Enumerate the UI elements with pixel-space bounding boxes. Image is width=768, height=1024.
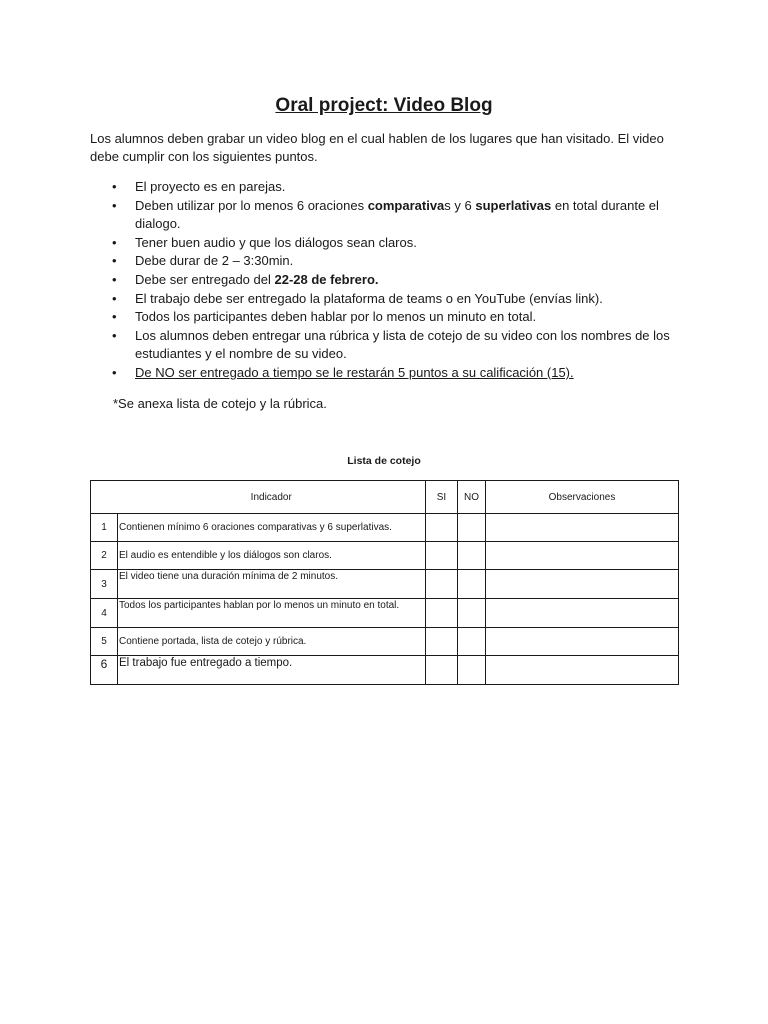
row-number: 6	[91, 656, 118, 685]
row-observaciones-cell[interactable]	[486, 628, 679, 656]
row-no-cell[interactable]	[458, 542, 486, 570]
text-run: El proyecto es en parejas.	[135, 179, 286, 194]
list-item	[90, 197, 690, 234]
row-indicator: Contiene portada, lista de cotejo y rúbrica.	[118, 628, 426, 656]
bold-text-run: superlativas	[475, 197, 552, 213]
checklist-header-row	[91, 481, 679, 514]
bullet-icon: •	[112, 290, 117, 306]
intro-paragraph: Los alumnos deben grabar un video blog en el cual hablen de los lugares que han visitado. El video debe cumplir con los siguientes puntos.	[90, 131, 664, 164]
text-run: Debe durar de 2 – 3:30min.	[135, 253, 294, 269]
bullet-icon: •	[112, 197, 117, 213]
row-si-cell[interactable]	[426, 514, 458, 542]
header-observaciones: Observaciones	[486, 481, 679, 514]
bullet-icon: •	[112, 327, 117, 343]
header-number-cell	[91, 481, 118, 514]
list-item-text	[135, 235, 417, 250]
row-indicator: Todos los participantes hablan por lo menos un minuto en total.	[118, 599, 426, 628]
checklist-table	[90, 480, 679, 685]
row-indicator: El audio es entendible y los diálogos son claros.	[118, 542, 426, 570]
annex-note: *Se anexa lista de cotejo y la rúbrica.	[113, 396, 327, 411]
bullet-icon: •	[112, 234, 117, 250]
text-run: Todos los participantes deben hablar por lo menos un minuto en total.	[135, 309, 537, 325]
row-indicator: Contienen mínimo 6 oraciones comparativas y 6 superlativas.	[118, 514, 426, 542]
requirements-list	[90, 178, 690, 383]
row-si-cell[interactable]	[426, 570, 458, 599]
list-item	[90, 290, 690, 309]
bold-text-run: 22-28 de febrero.	[274, 271, 379, 287]
row-no-cell[interactable]	[458, 599, 486, 628]
list-item-text	[135, 291, 603, 306]
row-number: 2	[91, 542, 118, 570]
row-number: 1	[91, 514, 118, 542]
row-number: 4	[91, 599, 118, 628]
row-si-cell[interactable]	[426, 628, 458, 656]
row-si-cell[interactable]	[426, 542, 458, 570]
text-run: El trabajo debe ser entregado la plataforma de teams o en YouTube (envías link).	[135, 290, 603, 306]
row-observaciones-cell[interactable]	[486, 656, 679, 685]
text-run: en total durante el dialogo.	[135, 197, 659, 232]
table-row	[91, 514, 679, 542]
row-number: 3	[91, 570, 118, 599]
text-run: De NO ser entregado a tiempo se le restarán 5 puntos a su calificación (15).	[135, 364, 574, 380]
list-item-text	[135, 253, 293, 268]
bold-text-run: comparativa	[367, 197, 445, 213]
header-no: NO	[458, 481, 486, 514]
row-no-cell[interactable]	[458, 514, 486, 542]
document-title: Oral project: Video Blog	[275, 95, 493, 116]
checklist-body	[91, 514, 679, 685]
text-run: Debe ser entregado del	[135, 271, 275, 287]
list-item	[90, 308, 690, 327]
text-run: Los alumnos deben entregar una rúbrica y lista de cotejo de su video con los nombres de los estudiantes y el nombre de su video.	[135, 327, 670, 362]
list-item	[90, 234, 690, 253]
row-number: 5	[91, 628, 118, 656]
table-row	[91, 656, 679, 685]
text-run: Deben utilizar por lo menos 6 oraciones	[135, 197, 368, 213]
list-item	[90, 252, 690, 271]
list-item	[90, 327, 690, 364]
list-item-text	[135, 272, 379, 287]
checklist-title: Lista de cotejo	[347, 455, 421, 467]
bullet-icon: •	[112, 179, 117, 194]
row-observaciones-cell[interactable]	[486, 514, 679, 542]
row-si-cell[interactable]	[426, 656, 458, 685]
row-observaciones-cell[interactable]	[486, 542, 679, 570]
row-si-cell[interactable]	[426, 599, 458, 628]
row-no-cell[interactable]	[458, 570, 486, 599]
list-item-text	[135, 309, 536, 324]
row-indicator: El video tiene una duración mínima de 2 minutos.	[118, 570, 426, 599]
bullet-icon: •	[112, 253, 117, 269]
list-item-text	[135, 328, 670, 362]
list-item-text	[135, 179, 285, 194]
row-observaciones-cell[interactable]	[486, 570, 679, 599]
row-no-cell[interactable]	[458, 628, 486, 656]
row-no-cell[interactable]	[458, 656, 486, 685]
list-item	[90, 178, 690, 197]
row-observaciones-cell[interactable]	[486, 599, 679, 628]
table-row	[91, 628, 679, 656]
text-run: Tener buen audio y que los diálogos sean claros.	[135, 234, 417, 250]
bullet-icon: •	[112, 364, 117, 380]
text-run: s y 6	[444, 197, 476, 213]
header-indicador: Indicador	[118, 481, 426, 514]
list-item	[90, 364, 690, 383]
row-indicator: El trabajo fue entregado a tiempo.	[118, 656, 426, 685]
list-item-text	[135, 365, 574, 380]
bullet-icon: •	[112, 309, 117, 325]
table-row	[91, 542, 679, 570]
bullet-icon: •	[112, 271, 117, 287]
list-item	[90, 271, 690, 290]
table-row	[91, 599, 679, 628]
list-item-text	[135, 198, 659, 232]
table-row	[91, 570, 679, 599]
header-si: SI	[426, 481, 458, 514]
